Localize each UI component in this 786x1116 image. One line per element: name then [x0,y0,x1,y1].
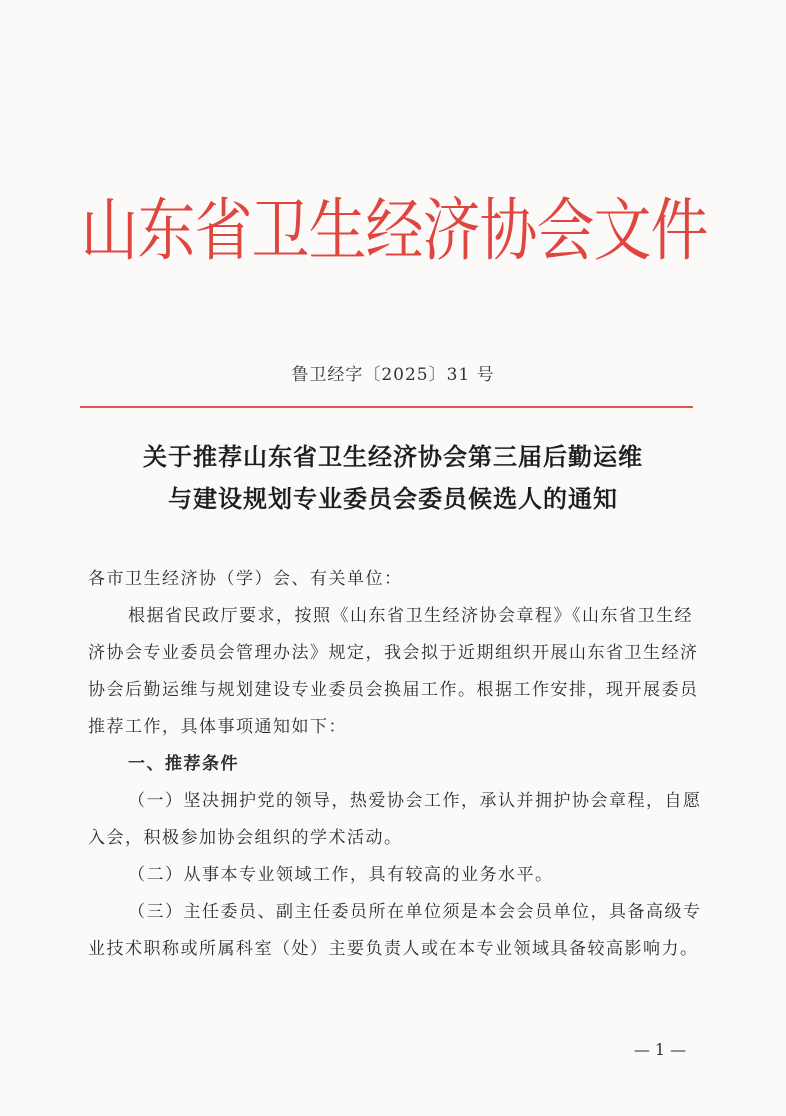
condition-item-2: （二）从事本专业领域工作，具有较高的业务水平。 [128,865,554,885]
salutation: 各市卫生经济协（学）会、有关单位： [88,569,403,589]
document-number: 鲁卫经字〔2025〕31 号 [291,365,495,385]
condition-item-1: （一）坚决拥护党的领导，热爱协会工作，承认并拥护协会章程，自愿入会，积极参加协会组织的学术活动。 [88,791,702,848]
intro-paragraph: 根据省民政厅要求，按照《山东省卫生经济协会章程》《山东省卫生经济协会专业委员会管理办法》规定，我会拟于近期组织开展山东省卫生经济协会后勤运维与规划建设专业委员会换届工作。根据工作安排，现开展委员推荐工作，具体事项通知如下： [88,606,699,737]
section-heading-conditions: 一、推荐条件 [128,754,239,774]
title-line-2: 与建设规划专业委员会委员候选人的通知 [168,484,618,513]
document-body [88,561,702,968]
org-file-header: 山东省卫生经济协会文件 [80,190,708,271]
document-title [80,436,706,520]
title-line-1: 关于推荐山东省卫生经济协会第三届后勤运维 [143,442,643,471]
page-number: — 1 — [633,1040,687,1059]
red-divider-line [80,406,693,408]
condition-item-3: （三）主任委员、副主任委员所在单位须是本会会员单位，具备高级专业技术职称或所属科室（处）主要负责人或在本专业领域具备较高影响力。 [88,902,702,959]
